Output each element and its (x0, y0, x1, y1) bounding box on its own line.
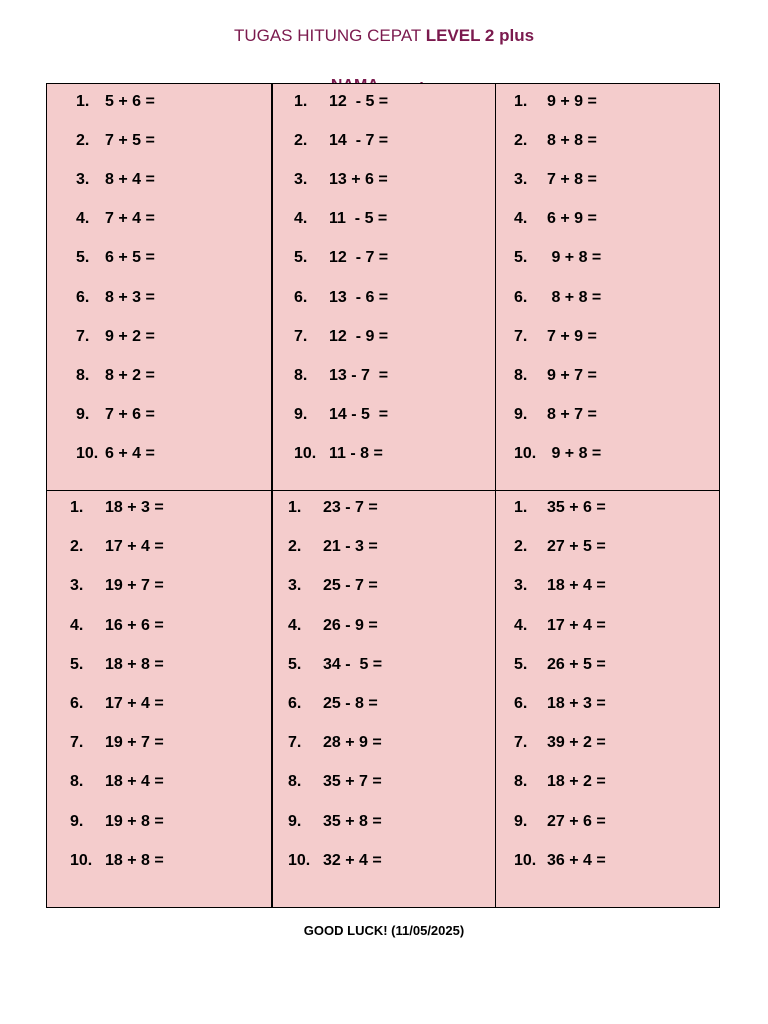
exercise-item (47, 733, 271, 753)
exercise-item (271, 694, 495, 714)
exercise-item (47, 576, 271, 596)
item-expression: 19 + 8 = (105, 812, 164, 830)
item-expression: 26 - 9 = (323, 616, 378, 634)
item-number: 8. (514, 773, 528, 791)
item-expression: 5 + 6 = (105, 93, 155, 110)
exercise-item (271, 733, 495, 753)
item-number: 7. (76, 327, 90, 345)
item-number: 6. (294, 288, 308, 306)
exercise-item (495, 444, 719, 464)
exercise-item (47, 694, 271, 714)
item-expression: 12 - 9 = (329, 327, 389, 345)
item-expression: 18 + 3 = (547, 695, 606, 712)
exercise-item (495, 812, 719, 832)
exercise-item (47, 655, 271, 675)
exercise-item (271, 851, 495, 871)
item-expression: 35 + 6 = (547, 499, 606, 516)
item-expression: 13 - 6 = (329, 288, 389, 306)
item-expression: 17 + 4 = (105, 538, 164, 556)
exercise-item (47, 209, 271, 229)
exercise-item (495, 694, 719, 714)
title-level: LEVEL 2 plus (425, 26, 535, 45)
exercise-item (47, 498, 271, 518)
item-number: 8. (288, 773, 302, 791)
item-expression: 9 + 9 = (547, 93, 597, 110)
exercise-item (271, 444, 495, 464)
item-expression: 11 - 8 = (329, 444, 383, 462)
item-expression: 8 + 8 = (547, 288, 602, 306)
item-number: 5. (288, 655, 302, 673)
item-expression: 21 - 3 = (323, 538, 378, 556)
item-expression: 6 + 5 = (105, 249, 155, 267)
exercise-item (271, 812, 495, 832)
item-number: 6. (514, 288, 528, 306)
item-expression: 12 - 7 = (329, 249, 389, 267)
item-number: 2. (514, 538, 528, 556)
item-number: 1. (514, 93, 528, 110)
item-expression: 7 + 6 = (105, 405, 155, 423)
item-number: 3. (514, 171, 528, 189)
item-expression: 6 + 4 = (105, 444, 155, 462)
item-number: 7. (70, 734, 84, 752)
item-expression: 8 + 4 = (105, 171, 155, 189)
item-number: 6. (288, 695, 302, 712)
exercise-item (47, 616, 271, 636)
item-number: 10. (76, 444, 99, 462)
item-number: 7. (288, 734, 302, 752)
item-expression: 32 + 4 = (323, 851, 382, 869)
item-expression: 35 + 8 = (323, 812, 382, 830)
item-expression: 26 + 5 = (547, 655, 606, 673)
item-number: 9. (514, 405, 528, 423)
exercise-item (495, 733, 719, 753)
item-number: 10. (294, 444, 317, 462)
item-expression: 7 + 9 = (547, 327, 597, 345)
item-expression: 7 + 5 = (105, 132, 155, 150)
item-number: 1. (294, 93, 308, 110)
exercise-item (271, 405, 495, 425)
item-number: 4. (514, 210, 528, 228)
item-expression: 14 - 5 = (329, 405, 389, 423)
item-number: 5. (76, 249, 90, 267)
worksheet-title (0, 25, 768, 47)
exercise-item (47, 405, 271, 425)
item-expression: 27 + 5 = (547, 538, 606, 556)
exercise-item (271, 131, 495, 151)
item-number: 1. (288, 499, 302, 516)
item-number: 4. (514, 616, 528, 634)
exercise-item (271, 655, 495, 675)
item-expression: 9 + 8 = (547, 444, 602, 462)
item-expression: 28 + 9 = (323, 734, 382, 752)
item-number: 3. (514, 577, 528, 595)
exercise-item (495, 772, 719, 792)
exercise-item (271, 170, 495, 190)
item-number: 1. (70, 499, 84, 516)
exercise-item (271, 288, 495, 308)
item-number: 5. (294, 249, 308, 267)
exercise-item (271, 576, 495, 596)
item-number: 1. (76, 93, 90, 110)
item-number: 8. (70, 773, 84, 791)
item-expression: 18 + 8 = (105, 655, 164, 673)
item-number: 9. (288, 812, 302, 830)
exercise-item (47, 92, 271, 112)
exercise-item (271, 327, 495, 347)
exercise-item (47, 170, 271, 190)
exercise-item (495, 288, 719, 308)
exercise-item (47, 288, 271, 308)
item-number: 2. (288, 538, 302, 556)
exercise-item (271, 772, 495, 792)
exercise-item (47, 366, 271, 386)
item-number: 9. (76, 405, 90, 423)
item-number: 5. (70, 655, 84, 673)
item-expression: 25 - 8 = (323, 695, 378, 712)
exercise-item (495, 405, 719, 425)
item-number: 7. (514, 327, 528, 345)
item-expression: 27 + 6 = (547, 812, 606, 830)
item-number: 2. (76, 132, 90, 150)
item-expression: 18 + 3 = (105, 499, 164, 516)
item-expression: 36 + 4 = (547, 851, 606, 869)
item-expression: 18 + 4 = (105, 773, 164, 791)
item-expression: 18 + 8 = (105, 851, 164, 869)
exercise-item (495, 209, 719, 229)
exercise-item (47, 537, 271, 557)
exercise-item (271, 209, 495, 229)
item-expression: 9 + 7 = (547, 366, 597, 384)
exercise-item (495, 131, 719, 151)
item-number: 10. (514, 851, 537, 869)
item-number: 10. (288, 851, 311, 869)
item-expression: 13 - 7 = (329, 366, 389, 384)
item-number: 9. (294, 405, 308, 423)
item-number: 2. (514, 132, 528, 150)
item-number: 6. (70, 695, 84, 712)
item-expression: 25 - 7 = (323, 577, 378, 595)
item-expression: 6 + 9 = (547, 210, 597, 228)
exercise-item (495, 170, 719, 190)
exercise-item (47, 248, 271, 268)
item-number: 4. (288, 616, 302, 634)
item-number: 4. (76, 210, 90, 228)
exercise-grid (46, 83, 720, 908)
item-expression: 17 + 4 = (105, 695, 164, 712)
item-number: 3. (288, 577, 302, 595)
title-plain: TUGAS HITUNG CEPAT (233, 26, 426, 45)
item-expression: 12 - 5 = (329, 93, 389, 110)
item-number: 5. (514, 655, 528, 673)
exercise-item (271, 92, 495, 112)
item-number: 8. (76, 366, 90, 384)
exercise-item (495, 498, 719, 518)
item-number: 4. (294, 210, 308, 228)
item-expression: 8 + 3 = (105, 288, 155, 306)
item-expression: 11 - 5 = (329, 210, 388, 228)
exercise-item (271, 366, 495, 386)
item-expression: 9 + 2 = (105, 327, 155, 345)
exercise-item (47, 444, 271, 464)
item-number: 8. (514, 366, 528, 384)
item-number: 7. (294, 327, 308, 345)
item-expression: 7 + 8 = (547, 171, 597, 189)
exercise-item (495, 537, 719, 557)
item-number: 4. (70, 616, 84, 634)
item-number: 3. (76, 171, 90, 189)
item-number: 1. (514, 499, 528, 516)
exercise-item (271, 248, 495, 268)
exercise-item (495, 616, 719, 636)
exercise-item (271, 537, 495, 557)
item-number: 9. (70, 812, 84, 830)
item-number: 10. (514, 444, 537, 462)
item-expression: 8 + 8 = (547, 132, 597, 150)
item-expression: 16 + 6 = (105, 616, 164, 634)
item-number: 8. (294, 366, 308, 384)
exercise-item (271, 498, 495, 518)
item-expression: 7 + 4 = (105, 210, 155, 228)
item-number: 10. (70, 851, 93, 869)
item-number: 6. (76, 288, 90, 306)
item-expression: 19 + 7 = (105, 577, 164, 595)
item-number: 5. (514, 249, 528, 267)
item-expression: 13 + 6 = (329, 171, 388, 189)
item-expression: 9 + 8 = (547, 249, 602, 267)
exercise-item (495, 92, 719, 112)
exercise-item (495, 248, 719, 268)
item-expression: 8 + 2 = (105, 366, 155, 384)
exercise-item (47, 327, 271, 347)
exercise-item (495, 576, 719, 596)
item-expression: 17 + 4 = (547, 616, 606, 634)
item-expression: 8 + 7 = (547, 405, 597, 423)
exercise-item (47, 772, 271, 792)
exercise-item (47, 131, 271, 151)
item-expression: 35 + 7 = (323, 773, 382, 791)
item-expression: 23 - 7 = (323, 499, 378, 516)
exercise-item (495, 366, 719, 386)
item-expression: 18 + 4 = (547, 577, 606, 595)
exercise-item (271, 616, 495, 636)
item-number: 7. (514, 734, 528, 752)
exercise-item (495, 655, 719, 675)
item-expression: 34 - 5 = (323, 655, 383, 673)
item-expression: 14 - 7 = (329, 132, 389, 150)
exercise-item (495, 851, 719, 871)
item-number: 6. (514, 695, 528, 712)
item-number: 2. (294, 132, 308, 150)
exercise-item (495, 327, 719, 347)
item-number: 2. (70, 538, 84, 556)
item-number: 3. (70, 577, 84, 595)
item-expression: 18 + 2 = (547, 773, 606, 791)
footer-text: GOOD LUCK! (11/05/2025) (303, 923, 465, 938)
item-number: 9. (514, 812, 528, 830)
item-expression: 39 + 2 = (547, 734, 606, 752)
exercise-item (47, 812, 271, 832)
row-divider (47, 490, 719, 491)
item-number: 3. (294, 171, 308, 189)
exercise-item (47, 851, 271, 871)
item-expression: 19 + 7 = (105, 734, 164, 752)
